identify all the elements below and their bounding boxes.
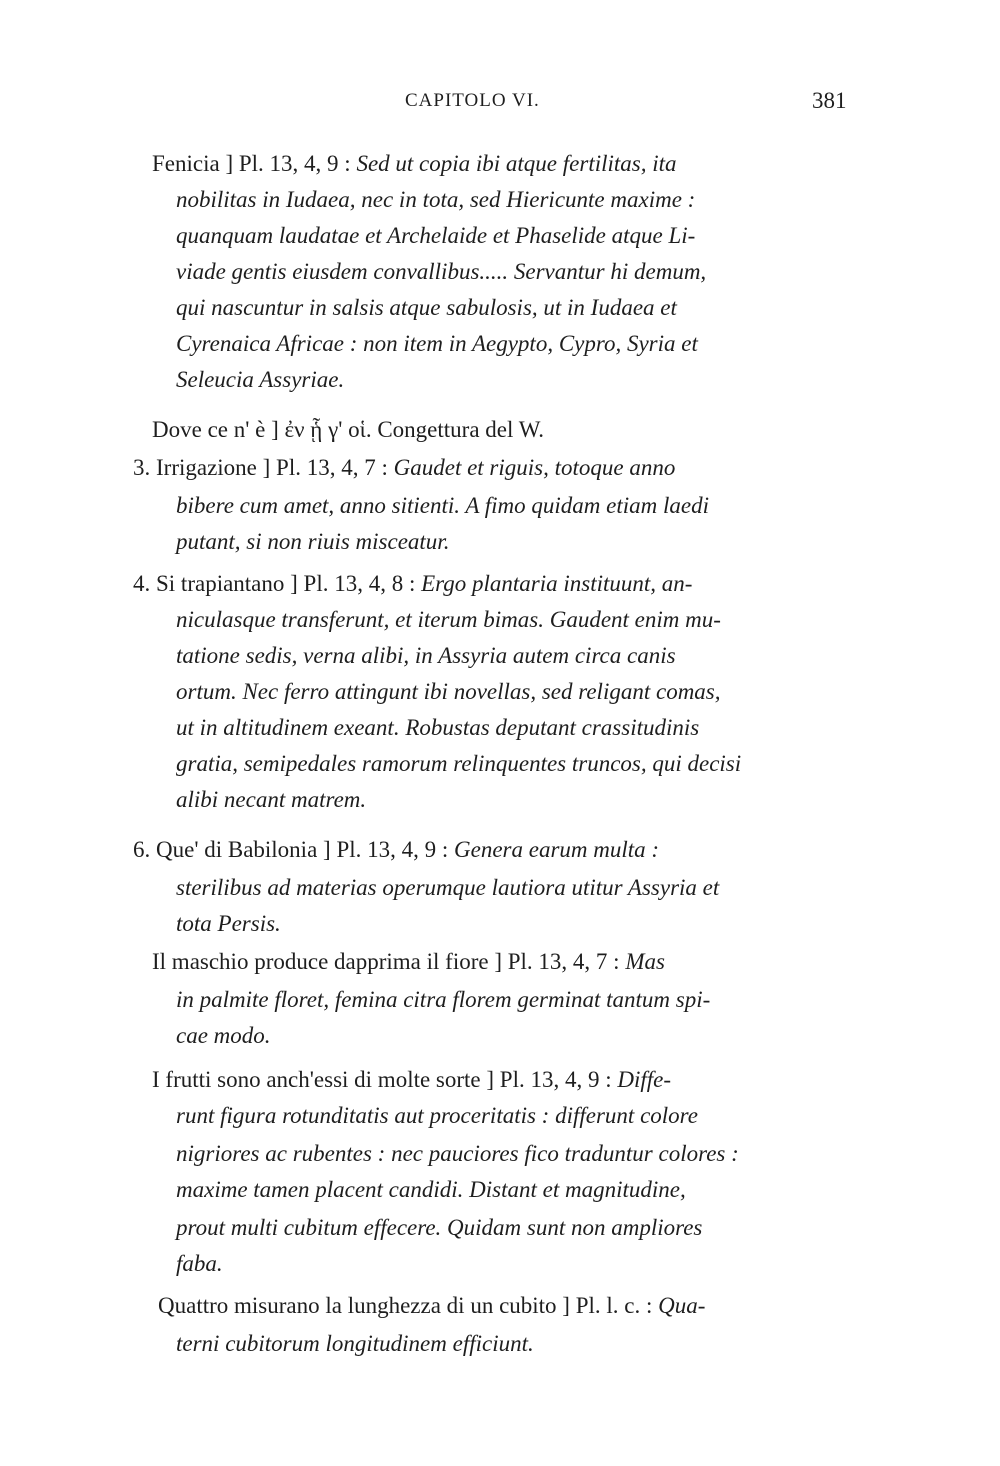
latin-quote: in palmite floret, femina citra florem germinat tantum spi-: [176, 987, 711, 1012]
latin-quote: Gaudet et riguis, totoque anno: [393, 455, 676, 480]
latin-quote: Qua-: [658, 1293, 706, 1318]
page-header: [0, 88, 1000, 118]
latin-quote: nobilitas in Iudaea, nec in tota, sed Hiericunte maxime :: [176, 187, 696, 212]
latin-quote: prout multi cubitum effecere. Quidam sunt non ampliores: [176, 1215, 703, 1240]
note-line: [158, 1288, 705, 1324]
note-line: [152, 146, 677, 182]
note-line: [133, 832, 659, 868]
latin-quote: Ergo plantaria instituunt, an-: [421, 571, 693, 596]
latin-quote: alibi necant matrem.: [176, 787, 367, 812]
latin-quote: bibere cum amet, anno sitienti. A fimo quidam etiam laedi: [176, 493, 709, 518]
note-lemma: Fenicia ] Pl. 13, 4, 9 :: [152, 151, 351, 176]
note-line: [133, 450, 675, 486]
note-line: [152, 944, 665, 980]
latin-quote: cae modo.: [176, 1023, 271, 1048]
latin-quote: sterilibus ad materias operumque lautiora utitur Assyria et: [176, 875, 720, 900]
note-lemma: I frutti sono anch'essi di molte sorte ] Pl. 13, 4, 9 :: [152, 1067, 612, 1092]
latin-quote: putant, si non riuis misceatur.: [176, 529, 450, 554]
latin-quote: niculasque transferunt, et iterum bimas. Gaudent enim mu-: [176, 607, 721, 632]
latin-quote: terni cubitorum longitudinem efficiunt.: [176, 1331, 534, 1356]
latin-quote: ut in altitudinem exeant. Robustas deputant crassitudinis: [176, 715, 700, 740]
page-number: 381: [812, 88, 847, 113]
note-lemma: Dove ce n' è ] ἐν ᾗ γ' οἱ. Congettura del W.: [152, 417, 545, 442]
note-number: 4.: [133, 571, 151, 596]
note-lemma: Il maschio produce dapprima il fiore ] Pl. 13, 4, 7 :: [152, 949, 620, 974]
latin-quote: Cyrenaica Africae : non item in Aegypto, Cypro, Syria et: [176, 331, 698, 356]
latin-quote: maxime tamen placent candidi. Distant et magnitudine,: [176, 1177, 686, 1202]
latin-quote: runt figura rotunditatis aut proceritatis : differunt colore: [176, 1103, 698, 1128]
latin-quote: viade gentis eiusdem convallibus..... Servantur hi demum,: [176, 259, 707, 284]
latin-quote: Sed ut copia ibi atque fertilitas, ita: [356, 151, 677, 176]
running-title: CAPITOLO VI.: [405, 90, 540, 111]
note-lemma: Si trapiantano ] Pl. 13, 4, 8 :: [156, 571, 416, 596]
latin-quote: tota Persis.: [176, 911, 281, 936]
latin-quote: Genera earum multa :: [454, 837, 660, 862]
latin-quote: Mas: [625, 949, 665, 974]
latin-quote: faba.: [176, 1251, 223, 1276]
latin-quote: quanquam laudatae et Archelaide et Phaselide atque Li-: [176, 223, 696, 248]
note-line: [152, 1062, 671, 1098]
note-number: 6.: [133, 837, 151, 862]
latin-quote: nigriores ac rubentes : nec pauciores fico traduntur colores :: [176, 1141, 739, 1166]
note-lemma: Irrigazione ] Pl. 13, 4, 7 :: [156, 455, 388, 480]
latin-quote: Seleucia Assyriae.: [176, 367, 345, 392]
note-lemma: Quattro misurano la lunghezza di un cubito ] Pl. l. c. :: [158, 1293, 653, 1318]
latin-quote: ortum. Nec ferro attingunt ibi novellas, sed religant comas,: [176, 679, 721, 704]
note-number: 3.: [133, 455, 151, 480]
latin-quote: tatione sedis, verna alibi, in Assyria autem circa canis: [176, 643, 676, 668]
latin-quote: qui nascuntur in salsis atque sabulosis, ut in Iudaea et: [176, 295, 677, 320]
latin-quote: Diffe-: [617, 1067, 672, 1092]
latin-quote: gratia, semipedales ramorum relinquentes truncos, qui decisi: [176, 751, 742, 776]
note-line: [133, 566, 692, 602]
note-lemma: Que' di Babilonia ] Pl. 13, 4, 9 :: [156, 837, 449, 862]
